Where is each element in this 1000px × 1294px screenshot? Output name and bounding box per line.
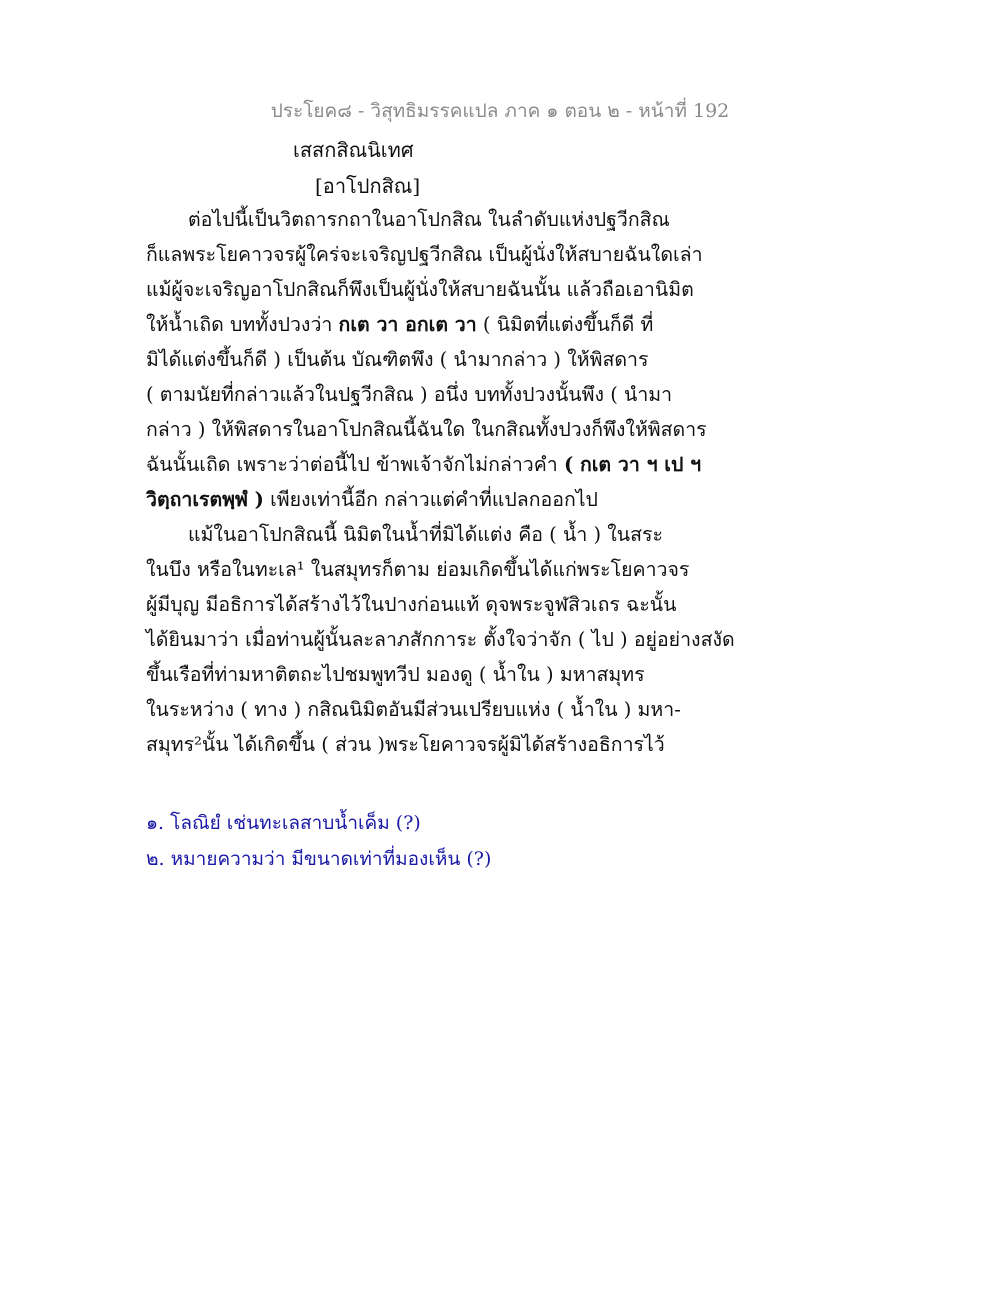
- body-line: [146, 272, 906, 307]
- text-segment: ( ตามนัยที่กล่าวแล้วในปฐวีกสิณ ) อนึ่ง บททั้งปวงนั้นพึง ( นำมา: [146, 383, 673, 406]
- page-header: ประโยค๘ - วิสุทธิมรรคแปล ภาค ๑ ตอน ๒ - หน้าที่ 192: [270, 100, 730, 122]
- bold-text-segment: กเต วา อกเต วา: [338, 313, 477, 336]
- body-text: [146, 202, 906, 762]
- footnotes: [146, 805, 491, 877]
- bold-text-segment: วิตฺถาเรตพฺพํ ): [146, 488, 264, 511]
- text-segment: ต่อไปนี้เป็นวิตถารกถาในอาโปกสิณ ในลำดับแห่งปฐวีกสิณ: [188, 208, 670, 231]
- bold-text-segment: ( กเต วา ฯ เป ฯ: [563, 453, 702, 476]
- body-line: [146, 412, 906, 447]
- body-line: [146, 657, 906, 692]
- text-segment: ผู้มีบุญ มีอธิการได้สร้างไว้ในปางก่อนแท้ ดุจพระจูฬสิวเถร ฉะนั้น: [146, 593, 677, 616]
- text-segment: ในบึง หรือในทะเล¹ ในสมุทรก็ตาม ย่อมเกิดขึ้นได้แก่พระโยคาวจร: [146, 558, 690, 581]
- text-segment: ได้ยินมาว่า เมื่อท่านผู้นั้นละลาภสักการะ ตั้งใจว่าจัก ( ไป ) อยู่อย่างสงัด: [146, 628, 735, 651]
- section-title: เสสกสิณนิเทศ: [293, 138, 414, 162]
- body-line: [146, 307, 906, 342]
- text-segment: มิได้แต่งขึ้นก็ดี ) เป็นต้น บัณฑิตพึง ( นำมากล่าว ) ให้พิสดาร: [146, 348, 649, 371]
- body-line: [146, 692, 906, 727]
- body-line: [146, 622, 906, 657]
- body-line: [146, 202, 906, 237]
- text-segment: ก็แลพระโยคาวจรผู้ใคร่จะเจริญปฐวีกสิณ เป็นผู้นั่งให้สบายฉันใดเล่า: [146, 243, 703, 266]
- footnote-2: ๒. หมายความว่า มีขนาดเท่าที่มองเห็น (?): [146, 848, 492, 870]
- body-line: [146, 342, 906, 377]
- text-segment: ( นิมิตที่แต่งขึ้นก็ดี ที่: [476, 313, 654, 336]
- text-segment: ขึ้นเรือที่ท่ามหาติตถะไปชมพูทวีป มองดู ( น้ำใน ) มหาสมุทร: [146, 663, 645, 686]
- body-line: [146, 447, 906, 482]
- text-segment: เพียงเท่านี้อีก กล่าวแต่คำที่แปลกออกไป: [263, 488, 598, 511]
- footnote-1: ๑. โลณิยํ เช่นทะเลสาบน้ำเค็ม (?): [146, 812, 421, 834]
- body-line: [146, 377, 906, 412]
- body-line: [146, 587, 906, 622]
- body-line: [146, 727, 906, 762]
- text-segment: แม้ผู้จะเจริญอาโปกสิณก็พึงเป็นผู้นั่งให้สบายฉันนั้น แล้วถือเอานิมิต: [146, 278, 694, 301]
- body-line: [146, 237, 906, 272]
- text-segment: กล่าว ) ให้พิสดารในอาโปกสิณนี้ฉันใด ในกสิณทั้งปวงก็พึงให้พิสดาร: [146, 418, 707, 441]
- body-line: [146, 552, 906, 587]
- body-line: [146, 517, 906, 552]
- text-segment: ฉันนั้นเถิด เพราะว่าต่อนี้ไป ข้าพเจ้าจักไม่กล่าวคำ: [146, 453, 564, 476]
- body-line: [146, 482, 906, 517]
- text-segment: ให้น้ำเถิด บททั้งปวงว่า: [146, 313, 339, 336]
- text-segment: สมุทร²นั้น ได้เกิดขึ้น ( ส่วน )พระโยคาวจรผู้มิได้สร้างอธิการไว้: [146, 733, 665, 756]
- text-segment: ในระหว่าง ( ทาง ) กสิณนิมิตอันมีส่วนเปรียบแห่ง ( น้ำใน ) มหา-: [146, 698, 681, 721]
- sub-title: [อาโปกสิณ]: [315, 174, 421, 198]
- text-segment: แม้ในอาโปกสิณนี้ นิมิตในน้ำที่มิได้แต่ง คือ ( น้ำ ) ในสระ: [188, 523, 663, 546]
